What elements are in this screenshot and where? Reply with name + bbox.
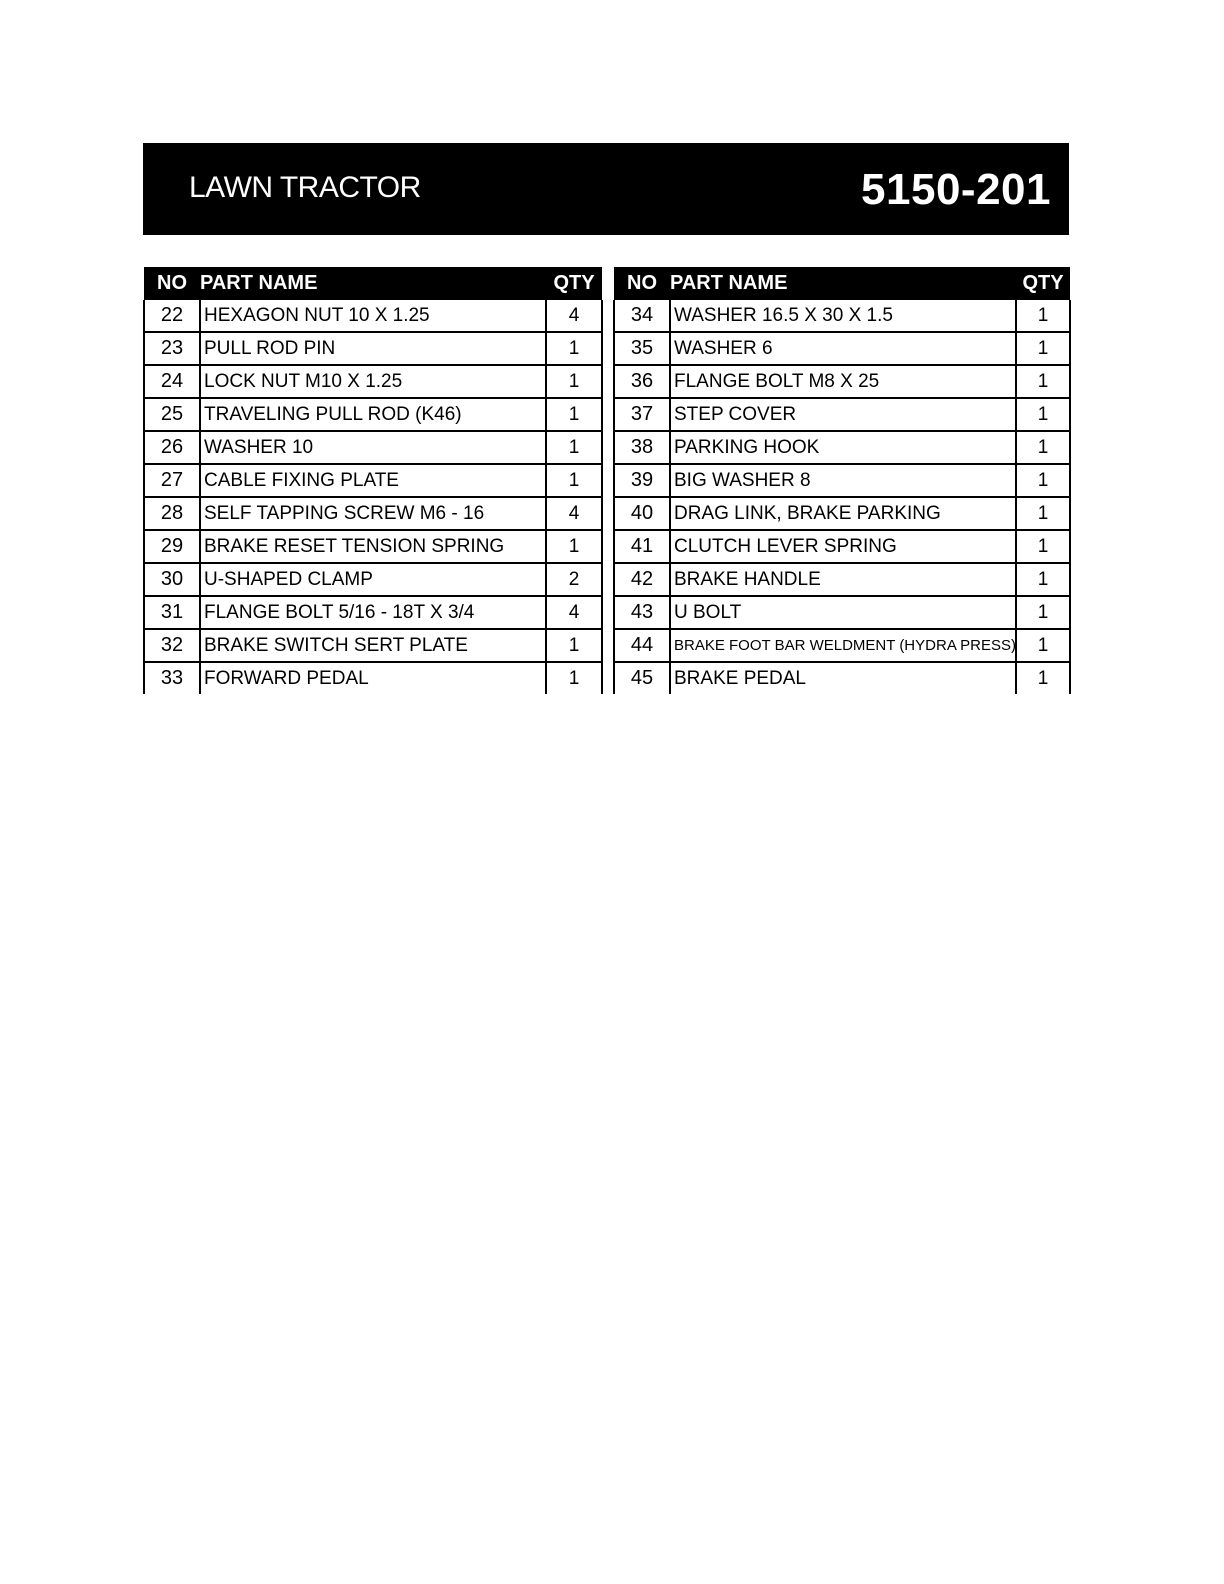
part-number: 37	[614, 398, 670, 431]
table-row	[144, 332, 602, 365]
part-qty: 2	[546, 563, 602, 596]
part-qty: 1	[1016, 662, 1070, 694]
table-row	[144, 596, 602, 629]
part-name: U-SHAPED CLAMP	[200, 563, 546, 596]
part-number: 25	[144, 398, 200, 431]
part-name: WASHER 10	[200, 431, 546, 464]
table-row	[144, 497, 602, 530]
column-header-part-name: PART NAME	[670, 267, 1016, 300]
table-row	[614, 497, 1070, 530]
table-row	[614, 629, 1070, 662]
part-name: CABLE FIXING PLATE	[200, 464, 546, 497]
column-header-no: NO	[144, 267, 200, 300]
part-qty: 4	[546, 596, 602, 629]
table-row	[144, 398, 602, 431]
table-row	[144, 530, 602, 563]
table-row	[144, 431, 602, 464]
column-header-no: NO	[614, 267, 670, 300]
part-number: 30	[144, 563, 200, 596]
part-name: PARKING HOOK	[670, 431, 1016, 464]
part-name: FLANGE BOLT M8 X 25	[670, 365, 1016, 398]
column-header-qty: QTY	[1016, 267, 1070, 300]
part-qty: 1	[1016, 365, 1070, 398]
column-header-part-name: PART NAME	[200, 267, 546, 300]
table-row	[614, 662, 1070, 694]
part-name: FORWARD PEDAL	[200, 662, 546, 694]
part-number: 32	[144, 629, 200, 662]
parts-table-left	[143, 267, 603, 694]
part-qty: 1	[546, 629, 602, 662]
part-qty: 4	[546, 300, 602, 332]
part-number: 35	[614, 332, 670, 365]
table-row	[144, 662, 602, 694]
part-name: BRAKE RESET TENSION SPRING	[200, 530, 546, 563]
part-name: BRAKE FOOT BAR WELDMENT (HYDRA PRESS)	[670, 629, 1016, 662]
part-name: PULL ROD PIN	[200, 332, 546, 365]
table-row	[144, 629, 602, 662]
part-number: 33	[144, 662, 200, 694]
part-name: TRAVELING PULL ROD (K46)	[200, 398, 546, 431]
part-qty: 1	[546, 662, 602, 694]
table-row	[614, 596, 1070, 629]
part-number: 29	[144, 530, 200, 563]
part-number: 43	[614, 596, 670, 629]
part-qty: 1	[1016, 332, 1070, 365]
part-qty: 1	[1016, 497, 1070, 530]
part-qty: 1	[546, 365, 602, 398]
table-row	[614, 398, 1070, 431]
part-number: 26	[144, 431, 200, 464]
part-number: 44	[614, 629, 670, 662]
part-name: BIG WASHER 8	[670, 464, 1016, 497]
parts-table-right	[613, 267, 1071, 694]
model-number: 5150-201	[861, 165, 1051, 214]
part-name: FLANGE BOLT 5/16 - 18T X 3/4	[200, 596, 546, 629]
part-qty: 1	[546, 464, 602, 497]
part-qty: 1	[546, 398, 602, 431]
part-number: 45	[614, 662, 670, 694]
table-row	[614, 365, 1070, 398]
part-name: WASHER 16.5 X 30 X 1.5	[670, 300, 1016, 332]
part-qty: 1	[1016, 530, 1070, 563]
header-bar	[143, 143, 1069, 235]
part-number: 31	[144, 596, 200, 629]
table-row	[144, 300, 602, 332]
part-qty: 1	[1016, 431, 1070, 464]
part-qty: 1	[1016, 563, 1070, 596]
column-header-qty: QTY	[546, 267, 602, 300]
part-name: BRAKE PEDAL	[670, 662, 1016, 694]
part-number: 36	[614, 365, 670, 398]
table-row	[144, 464, 602, 497]
part-name: U BOLT	[670, 596, 1016, 629]
part-qty: 1	[1016, 629, 1070, 662]
table-row	[144, 563, 602, 596]
part-name: SELF TAPPING SCREW M6 - 16	[200, 497, 546, 530]
part-qty: 1	[1016, 300, 1070, 332]
part-name: HEXAGON NUT 10 X 1.25	[200, 300, 546, 332]
part-name: STEP COVER	[670, 398, 1016, 431]
table-row	[614, 464, 1070, 497]
part-qty: 1	[1016, 596, 1070, 629]
part-qty: 1	[546, 530, 602, 563]
part-number: 38	[614, 431, 670, 464]
table-header-row	[144, 267, 602, 300]
part-number: 22	[144, 300, 200, 332]
part-number: 34	[614, 300, 670, 332]
part-number: 39	[614, 464, 670, 497]
part-qty: 1	[546, 332, 602, 365]
part-number: 27	[144, 464, 200, 497]
table-row	[614, 530, 1070, 563]
part-qty: 1	[546, 431, 602, 464]
part-number: 24	[144, 365, 200, 398]
table-row	[614, 300, 1070, 332]
part-number: 41	[614, 530, 670, 563]
table-row	[614, 332, 1070, 365]
part-name: CLUTCH LEVER SPRING	[670, 530, 1016, 563]
part-qty: 4	[546, 497, 602, 530]
table-row	[614, 563, 1070, 596]
part-number: 42	[614, 563, 670, 596]
page-title: LAWN TRACTOR	[189, 171, 421, 204]
table-header-row	[614, 267, 1070, 300]
part-name: BRAKE SWITCH SERT PLATE	[200, 629, 546, 662]
part-name: BRAKE HANDLE	[670, 563, 1016, 596]
part-number: 23	[144, 332, 200, 365]
table-row	[614, 431, 1070, 464]
part-name: WASHER 6	[670, 332, 1016, 365]
part-qty: 1	[1016, 464, 1070, 497]
part-qty: 1	[1016, 398, 1070, 431]
part-number: 40	[614, 497, 670, 530]
table-row	[144, 365, 602, 398]
part-number: 28	[144, 497, 200, 530]
part-name: DRAG LINK, BRAKE PARKING	[670, 497, 1016, 530]
part-name: LOCK NUT M10 X 1.25	[200, 365, 546, 398]
